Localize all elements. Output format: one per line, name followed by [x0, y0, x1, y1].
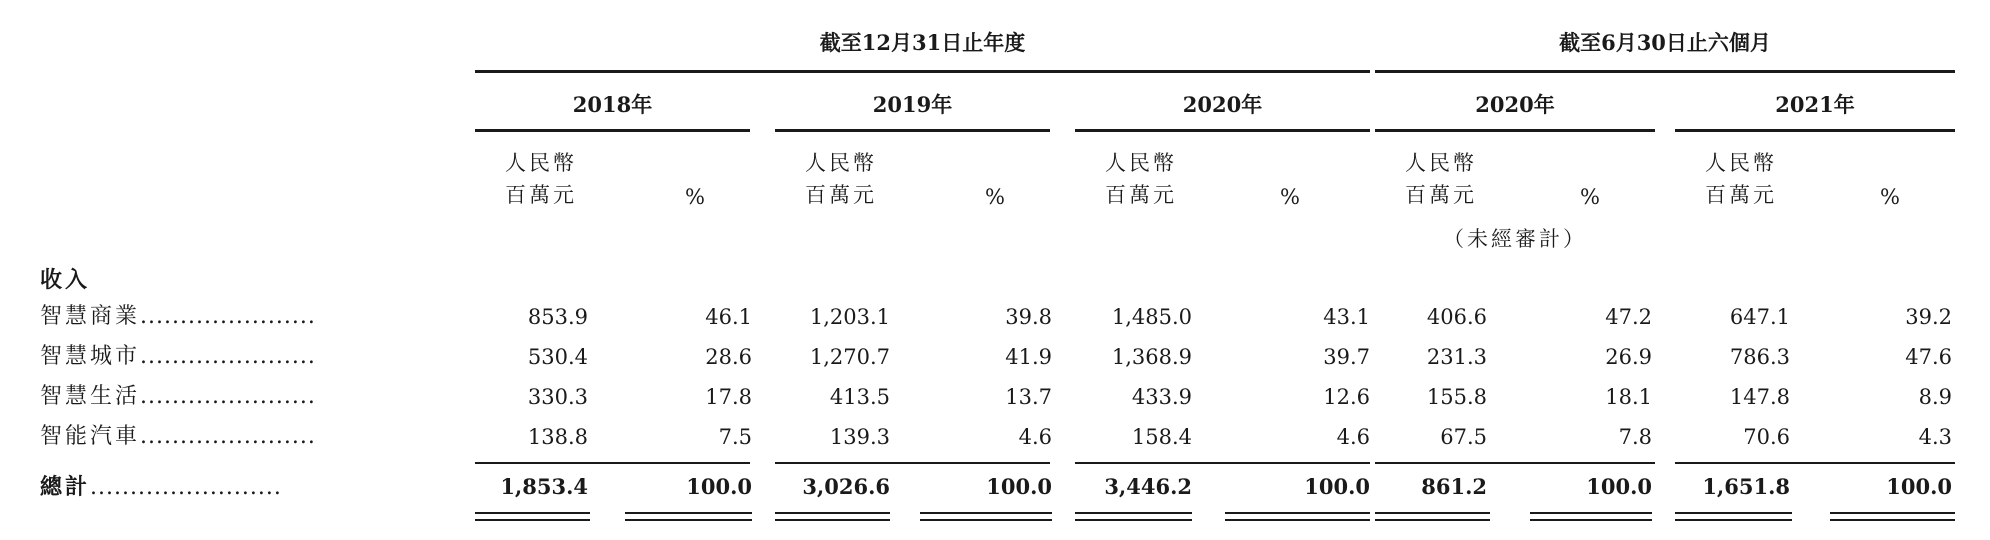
row-value-cell: 43.1	[1323, 305, 1370, 329]
row-value-cell: 26.9	[1605, 345, 1652, 369]
row-value-cell: 231.3	[1426, 345, 1487, 369]
double-underline-rule	[1830, 512, 1955, 514]
row-value-cell: 39.7	[1323, 345, 1370, 369]
row-value-cell: 47.2	[1605, 305, 1652, 329]
row-label-text: 智慧商業	[40, 304, 141, 329]
total-value-cell: 1,651.8	[1702, 474, 1790, 499]
year-rule-2020-annual	[1075, 129, 1370, 132]
unit-percent-2019: %	[985, 185, 1005, 209]
row-value-cell: 406.6	[1426, 305, 1487, 329]
total-label-text: 總計	[40, 474, 91, 500]
unit-percent-2018: %	[685, 185, 705, 209]
double-underline-rule	[775, 512, 890, 514]
unit-currency-2018-line1: 人民幣	[505, 151, 577, 175]
double-underline-rule	[625, 519, 752, 521]
year-header-2020-interim: 2020年	[1475, 92, 1555, 117]
year-header-2019: 2019年	[872, 92, 953, 117]
unit-currency-2018-line2: 百萬元	[505, 183, 577, 207]
double-underline-rule	[1375, 512, 1490, 514]
row-value-cell: 7.5	[718, 425, 752, 449]
row-value-cell: 70.6	[1743, 425, 1790, 449]
double-underline-rule	[475, 512, 590, 514]
double-underline-rule	[1675, 512, 1792, 514]
unit-percent-2020a: %	[1280, 185, 1300, 209]
double-underline-rule	[1675, 519, 1792, 521]
row-value-cell: 1,485.0	[1111, 305, 1192, 329]
row-value-cell: 13.7	[1005, 385, 1052, 409]
row-value-cell: 39.2	[1905, 305, 1952, 329]
total-value-cell: 100.0	[986, 474, 1052, 499]
row-label-text: 智能汽車	[40, 424, 141, 449]
row-value-cell: 155.8	[1426, 385, 1487, 409]
total-value-cell: 100.0	[1586, 474, 1652, 499]
row-label	[40, 303, 316, 331]
row-label-text: 智慧城市	[40, 344, 141, 369]
unaudited-note: （未經審計）	[1443, 227, 1587, 251]
unit-currency-2021i-line2: 百萬元	[1705, 183, 1777, 207]
total-top-rule-3	[775, 462, 1050, 464]
six-months-group-header: 截至6月30日止六個月	[1559, 30, 1771, 55]
row-value-cell: 786.3	[1729, 345, 1790, 369]
total-label-leader-dots: ........................	[90, 475, 282, 500]
annual-group-header: 截至12月31日止年度	[819, 30, 1026, 55]
row-value-cell: 4.6	[1336, 425, 1370, 449]
double-underline-rule	[775, 519, 890, 521]
row-value-cell: 4.3	[1918, 425, 1952, 449]
row-value-cell: 330.3	[527, 385, 588, 409]
total-value-cell: 3,446.2	[1104, 474, 1192, 499]
row-value-cell: 12.6	[1323, 385, 1370, 409]
total-value-cell: 1,853.4	[500, 474, 588, 499]
total-label	[40, 473, 282, 502]
row-value-cell: 28.6	[705, 345, 752, 369]
unit-currency-2020a-line1: 人民幣	[1105, 151, 1177, 175]
total-top-rule-5	[1375, 462, 1655, 464]
row-value-cell: 4.6	[1018, 425, 1052, 449]
row-value-cell: 7.8	[1618, 425, 1652, 449]
year-rule-2018	[475, 129, 750, 132]
row-label	[40, 343, 316, 371]
row-label-leader-dots: ......................	[140, 344, 316, 369]
unit-currency-2020a-line2: 百萬元	[1105, 183, 1177, 207]
total-value-cell: 100.0	[1886, 474, 1952, 499]
year-header-2021-interim: 2021年	[1775, 92, 1855, 117]
row-value-cell: 46.1	[705, 305, 752, 329]
total-value-cell: 3,026.6	[802, 474, 890, 499]
double-underline-rule	[1375, 519, 1490, 521]
row-value-cell: 1,203.1	[809, 305, 890, 329]
row-label	[40, 383, 316, 411]
row-value-cell: 41.9	[1005, 345, 1052, 369]
year-header-2018: 2018年	[572, 92, 653, 117]
double-underline-rule	[920, 519, 1052, 521]
row-value-cell: 18.1	[1605, 385, 1652, 409]
row-value-cell: 8.9	[1918, 385, 1952, 409]
row-label-leader-dots: ......................	[140, 384, 316, 409]
unit-percent-2021i: %	[1880, 185, 1900, 209]
double-underline-rule	[475, 519, 590, 521]
row-value-cell: 1,270.7	[809, 345, 890, 369]
row-value-cell: 530.4	[527, 345, 588, 369]
year-rule-2021-interim	[1675, 129, 1955, 132]
double-underline-rule	[1075, 519, 1192, 521]
total-value-cell: 100.0	[1304, 474, 1370, 499]
double-underline-rule	[1530, 519, 1652, 521]
double-underline-rule	[1075, 512, 1192, 514]
row-value-cell: 433.9	[1131, 385, 1192, 409]
double-underline-rule	[1530, 512, 1652, 514]
row-value-cell: 158.4	[1131, 425, 1192, 449]
row-label-text: 智慧生活	[40, 384, 141, 409]
row-value-cell: 139.3	[829, 425, 890, 449]
row-value-cell: 1,368.9	[1111, 345, 1192, 369]
row-value-cell: 39.8	[1005, 305, 1052, 329]
double-underline-rule	[920, 512, 1052, 514]
row-label	[40, 423, 316, 451]
unit-currency-2019-line1: 人民幣	[805, 151, 877, 175]
row-value-cell: 138.8	[527, 425, 588, 449]
unit-currency-2020i-line1: 人民幣	[1405, 151, 1477, 175]
section-title-revenue: 收入	[40, 267, 91, 293]
year-header-2020-annual: 2020年	[1182, 92, 1263, 117]
total-value-cell: 100.0	[686, 474, 752, 499]
double-underline-rule	[1225, 519, 1370, 521]
row-label-leader-dots: ......................	[140, 424, 316, 449]
double-underline-rule	[625, 512, 752, 514]
row-value-cell: 853.9	[527, 305, 588, 329]
total-top-rule-2	[625, 462, 750, 464]
total-value-cell: 861.2	[1421, 474, 1487, 499]
row-value-cell: 647.1	[1729, 305, 1790, 329]
row-value-cell: 413.5	[829, 385, 890, 409]
unit-currency-2019-line2: 百萬元	[805, 183, 877, 207]
year-rule-2020-interim	[1375, 129, 1655, 132]
unit-percent-2020i: %	[1580, 185, 1600, 209]
six-months-group-rule	[1375, 70, 1955, 73]
row-value-cell: 47.6	[1905, 345, 1952, 369]
row-value-cell: 67.5	[1440, 425, 1487, 449]
double-underline-rule	[1830, 519, 1955, 521]
unit-currency-2020i-line2: 百萬元	[1405, 183, 1477, 207]
annual-group-rule	[475, 70, 1370, 73]
row-value-cell: 147.8	[1729, 385, 1790, 409]
year-rule-2019	[775, 129, 1050, 132]
total-top-rule-4	[1075, 462, 1370, 464]
row-label-leader-dots: ......................	[140, 304, 316, 329]
unit-currency-2021i-line1: 人民幣	[1705, 151, 1777, 175]
total-top-rule-6	[1675, 462, 1955, 464]
double-underline-rule	[1225, 512, 1370, 514]
row-value-cell: 17.8	[705, 385, 752, 409]
